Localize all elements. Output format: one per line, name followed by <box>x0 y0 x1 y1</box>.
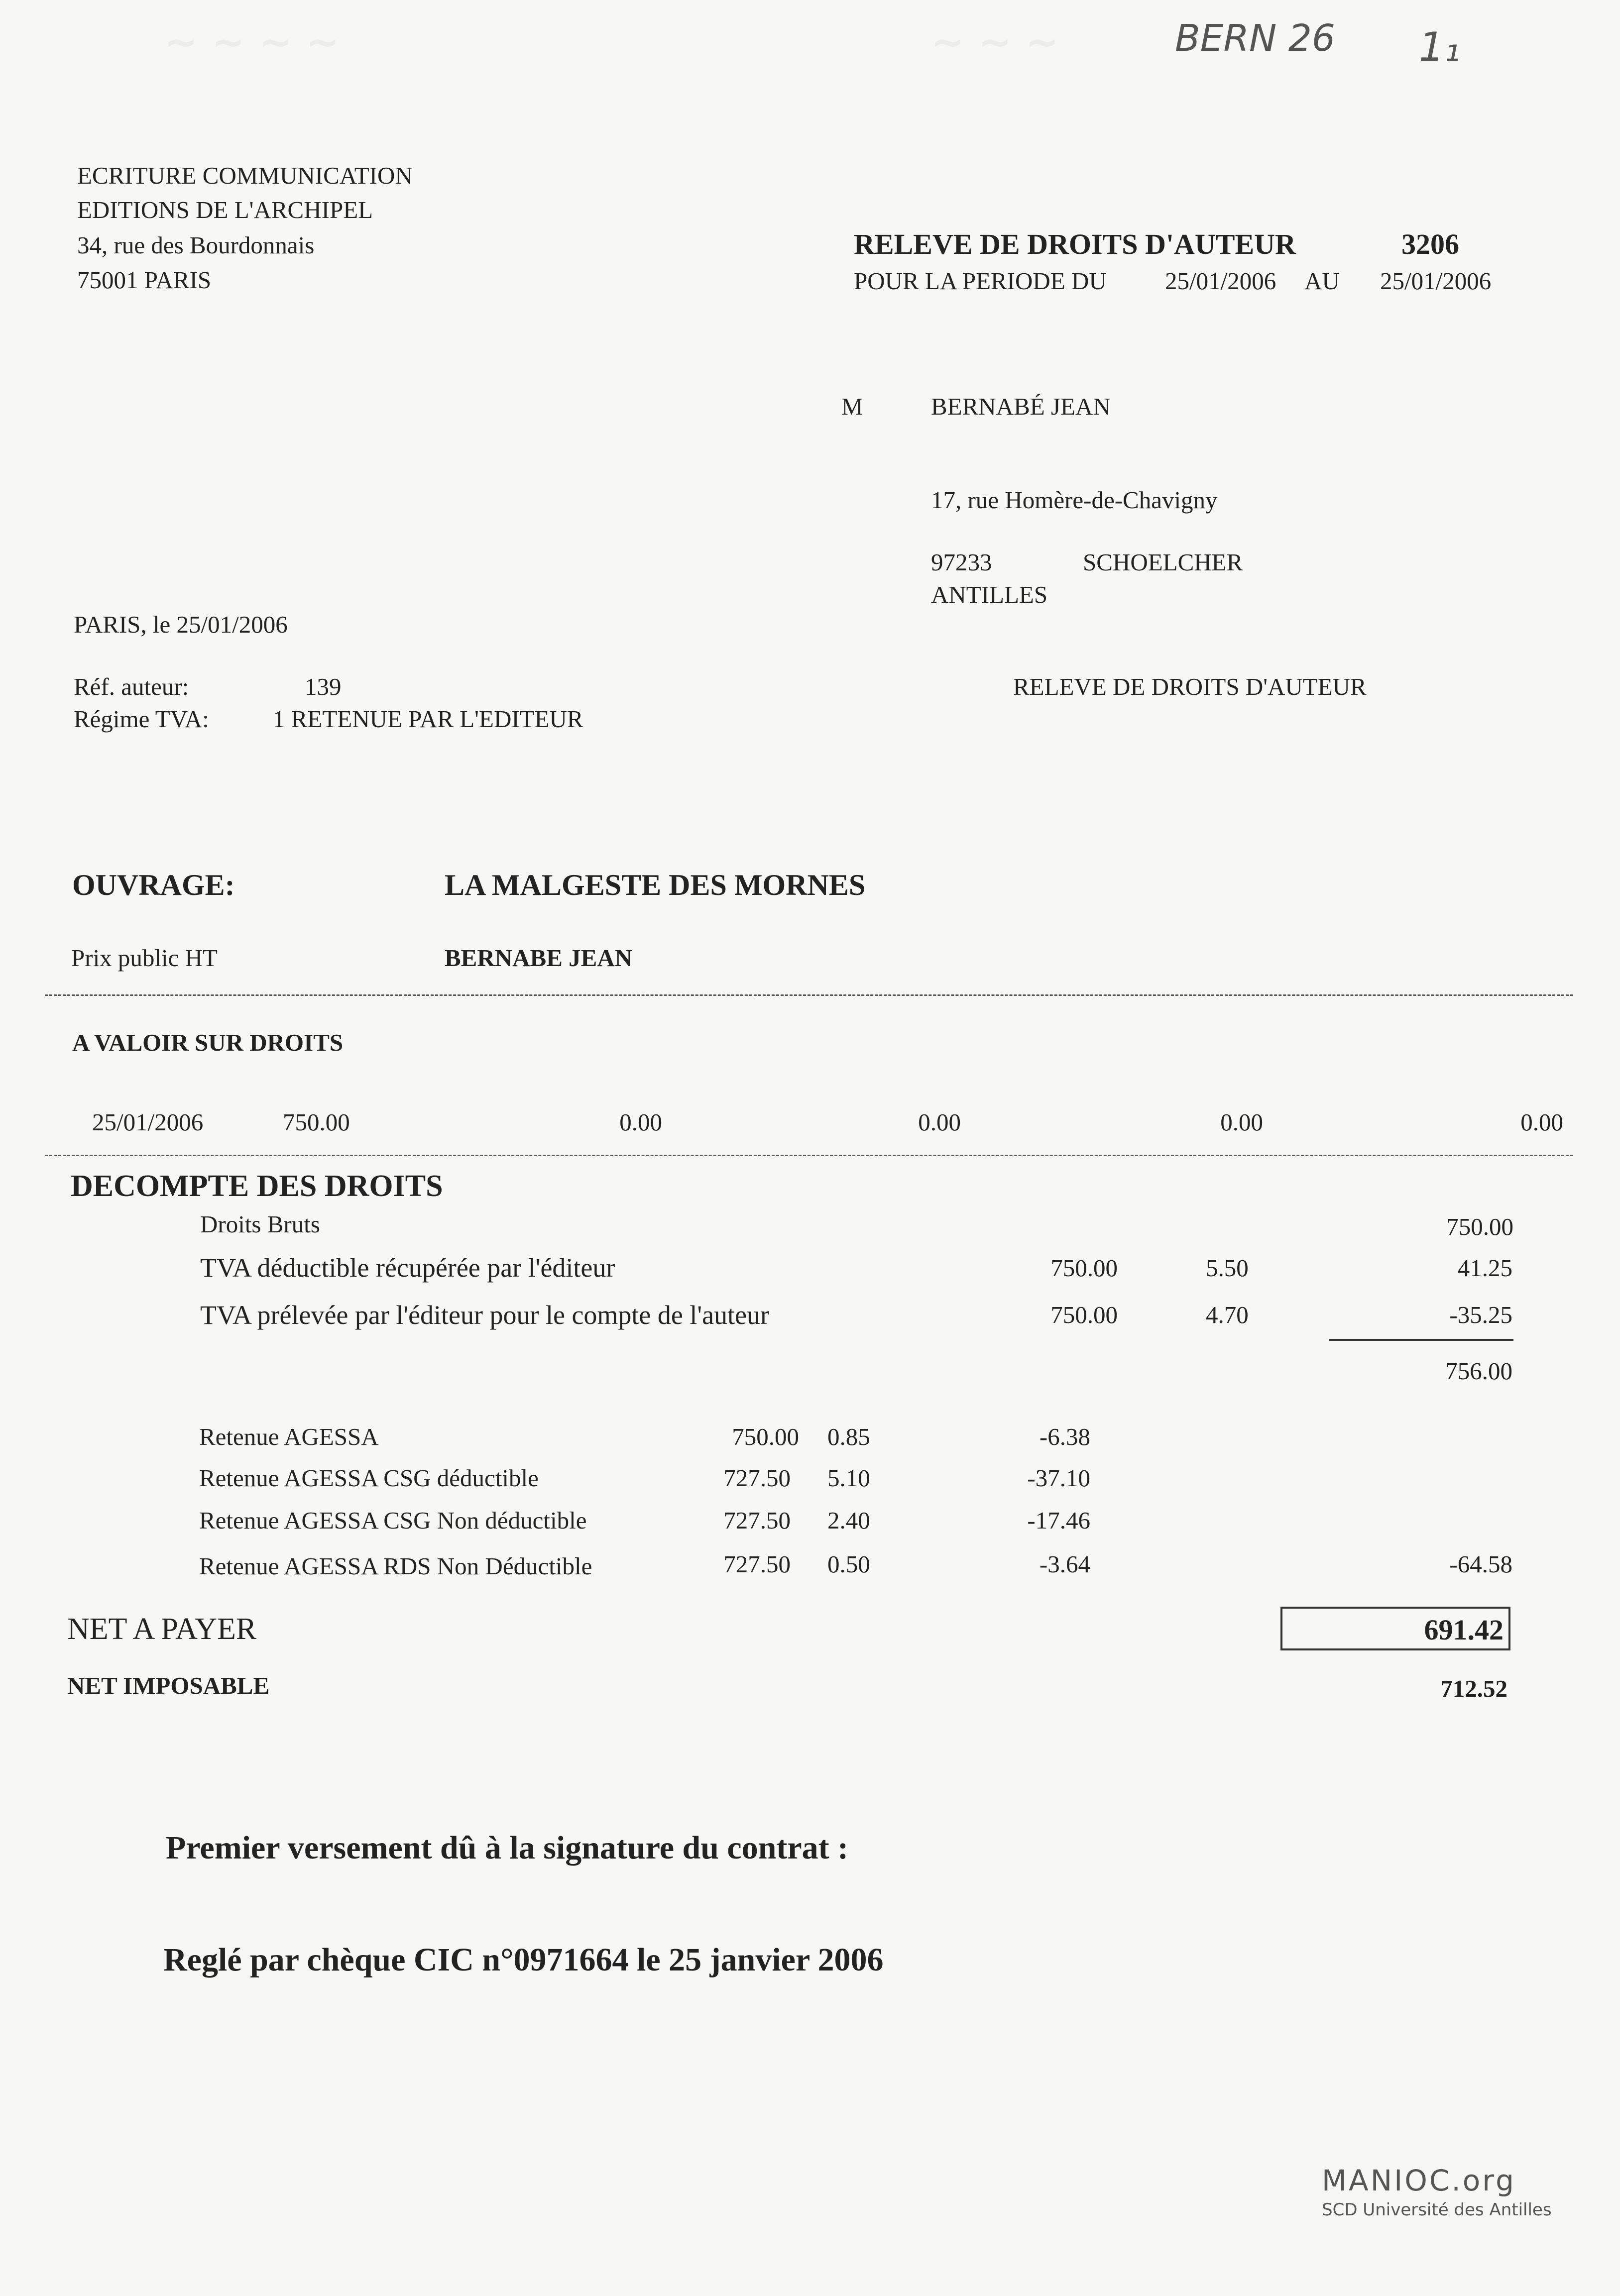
retenue-amount: -17.46 <box>1027 1507 1090 1534</box>
ref-auteur-label: Réf. auteur: <box>74 673 189 700</box>
tva-recup-base: 750.00 <box>1050 1254 1118 1282</box>
prix-public-label: Prix public HT <box>71 944 218 972</box>
publisher-line4: 75001 PARIS <box>77 266 212 294</box>
handwritten-page: 1₁ <box>1419 24 1460 70</box>
retenues-total: -64.58 <box>1449 1550 1512 1578</box>
a-valoir-v1: 0.00 <box>619 1108 662 1136</box>
net-a-payer-box <box>1280 1607 1510 1650</box>
a-valoir-v4: 0.00 <box>1520 1108 1563 1136</box>
a-valoir-v3: 0.00 <box>1220 1108 1263 1136</box>
tva-recup-rate: 5.50 <box>1206 1254 1249 1282</box>
net-a-payer-value: 691.42 <box>1424 1614 1504 1646</box>
handwritten-ref: BERN 26 <box>1175 17 1335 60</box>
retenue-rate: 0.50 <box>827 1550 870 1578</box>
decompte-subtotal: 756.00 <box>1445 1357 1512 1385</box>
note-first-payment: Premier versement dû à la signature du contrat : <box>166 1830 849 1866</box>
tva-prelev-rate: 4.70 <box>1206 1301 1249 1328</box>
tva-recup-amount: 41.25 <box>1457 1254 1512 1282</box>
regime-tva-label: Régime TVA: <box>74 705 209 733</box>
publisher-line2: EDITIONS DE L'ARCHIPEL <box>77 196 373 223</box>
tva-prelev-amount: -35.25 <box>1449 1301 1512 1328</box>
retenue-base: 750.00 <box>732 1423 799 1450</box>
note-paid-by-cheque: Reglé par chèque CIC n°0971664 le 25 janvier 2006 <box>163 1942 884 1978</box>
retenue-rate: 2.40 <box>827 1507 870 1534</box>
publisher-line3: 34, rue des Bourdonnais <box>77 231 315 259</box>
tva-prelev-label: TVA prélevée par l'éditeur pour le compte de l'auteur <box>200 1300 770 1330</box>
retenue-rate: 5.10 <box>827 1464 870 1492</box>
subtotal-rule <box>1329 1339 1513 1341</box>
retenue-amount: -6.38 <box>1039 1423 1090 1450</box>
doc-type: RELEVE DE DROITS D'AUTEUR <box>1013 673 1367 700</box>
retenue-label: Retenue AGESSA CSG Non déductible <box>199 1507 587 1534</box>
net-a-payer-label: NET A PAYER <box>67 1612 257 1646</box>
retenue-base: 727.50 <box>723 1464 791 1492</box>
ouvrage-title: LA MALGESTE DES MORNES <box>445 869 866 901</box>
period-to: AU <box>1304 267 1340 295</box>
bleed-through-mark: ~ ~ ~ ~ <box>164 19 340 65</box>
period-start: 25/01/2006 <box>1165 267 1276 295</box>
dashed-separator <box>45 994 1573 996</box>
retenue-label: Retenue AGESSA CSG déductible <box>199 1464 539 1492</box>
droits-bruts-total: 750.00 <box>1446 1213 1513 1240</box>
net-imposable-value: 712.52 <box>1440 1675 1507 1702</box>
retenue-amount: -37.10 <box>1027 1464 1090 1492</box>
dashed-separator <box>45 1155 1573 1156</box>
statement-title: RELEVE DE DROITS D'AUTEUR <box>854 228 1296 260</box>
recipient-region: ANTILLES <box>931 581 1048 608</box>
a-valoir-date: 25/01/2006 <box>92 1108 204 1136</box>
retenue-label: Retenue AGESSA RDS Non Déductible <box>199 1552 592 1580</box>
retenue-base: 727.50 <box>723 1507 791 1534</box>
period-label: POUR LA PERIODE DU <box>854 267 1107 295</box>
ref-auteur-value: 139 <box>305 673 342 700</box>
tva-recup-label: TVA déductible récupérée par l'éditeur <box>200 1253 615 1283</box>
ouvrage-author: BERNABE JEAN <box>445 944 633 972</box>
retenue-base: 727.50 <box>723 1550 791 1578</box>
a-valoir-amount: 750.00 <box>283 1108 350 1136</box>
manioc-logo: MANIOC.org <box>1322 2164 1516 2197</box>
recipient-city: SCHOELCHER <box>1083 548 1243 576</box>
retenue-amount: -3.64 <box>1039 1550 1090 1578</box>
period-end: 25/01/2006 <box>1380 267 1492 295</box>
recipient-name: BERNABÉ JEAN <box>931 393 1111 420</box>
bleed-through-mark: ~ ~ ~ <box>931 19 1059 65</box>
tva-prelev-base: 750.00 <box>1050 1301 1118 1328</box>
recipient-postcode: 97233 <box>931 548 992 576</box>
ouvrage-label: OUVRAGE: <box>72 869 235 901</box>
recipient-civility: M <box>841 393 863 420</box>
net-imposable-label: NET IMPOSABLE <box>67 1672 270 1699</box>
decompte-label: DECOMPTE DES DROITS <box>71 1169 443 1203</box>
droits-bruts-label: Droits Bruts <box>200 1210 320 1238</box>
a-valoir-v2: 0.00 <box>918 1108 961 1136</box>
a-valoir-label: A VALOIR SUR DROITS <box>72 1029 344 1056</box>
retenue-label: Retenue AGESSA <box>199 1423 379 1450</box>
publisher-line1: ECRITURE COMMUNICATION <box>77 162 413 189</box>
recipient-street: 17, rue Homère-de-Chavigny <box>931 486 1218 514</box>
regime-tva-value: 1 RETENUE PAR L'EDITEUR <box>273 705 583 733</box>
statement-number: 3206 <box>1401 228 1459 260</box>
place-date: PARIS, le 25/01/2006 <box>74 611 288 638</box>
manioc-subtitle: SCD Université des Antilles <box>1322 2200 1552 2220</box>
retenue-rate: 0.85 <box>827 1423 870 1450</box>
